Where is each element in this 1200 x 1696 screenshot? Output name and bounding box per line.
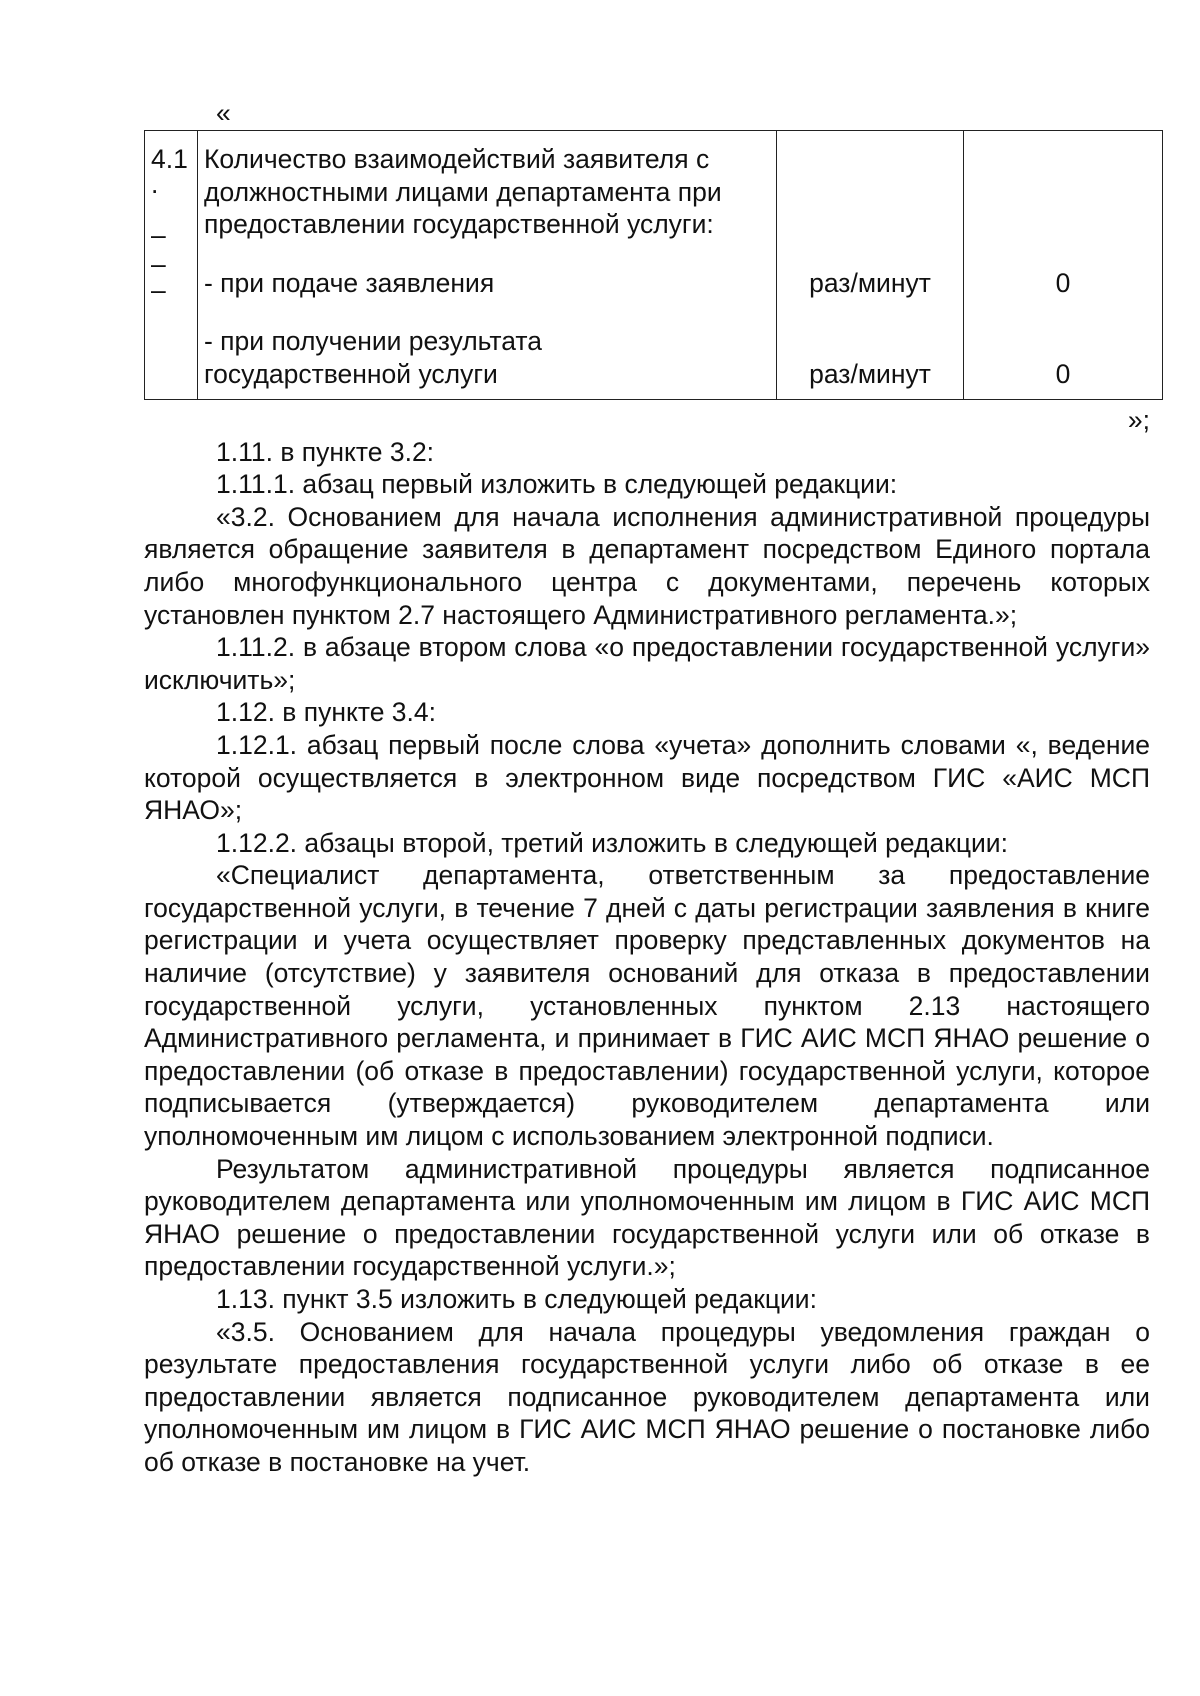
paragraph: 1.12.2. абзацы второй, третий изложить в следующей редакции: <box>216 827 1008 858</box>
paragraph: «3.2. Основанием для начала исполнения административной процедуры является обращение заявителя в департамент посредством Единого портала либо многофункционального центра с документами, перечень которых установлен пунктом 2.7 настоящего Административного регламента.»; <box>144 501 1150 630</box>
paragraph: 1.11.1. абзац первый изложить в следующей редакции: <box>216 469 898 500</box>
unit-value: раз/минут <box>809 268 931 298</box>
indicator-title-line: предоставлении государственной услуги: <box>204 209 714 240</box>
paragraph: Результатом административной процедуры является подписанное руководителем департамента или уполномоченным им лицом в ГИС АИС МСП ЯНАО решение о предоставлении государственной услуги или об отказе в предоставлении государственной услуги.»; <box>144 1153 1150 1282</box>
unit-value: раз/минут <box>809 358 931 389</box>
indicator-title-line: должностными лицами департамента при <box>204 176 722 207</box>
paragraph: 1.11. в пункте 3.2: <box>216 436 435 467</box>
row-dash: – <box>151 248 166 279</box>
indicator-value: 0 <box>1055 358 1071 389</box>
value-cell <box>964 131 1163 400</box>
paragraph: 1.13. пункт 3.5 изложить в следующей редакции: <box>216 1284 817 1314</box>
table-row <box>145 131 1163 400</box>
indicator-table <box>144 130 1163 400</box>
opening-quote: « <box>216 98 231 128</box>
row-dash: – <box>151 220 166 251</box>
indicator-title-line: Количество взаимодействий заявителя с <box>204 144 710 174</box>
sub-row-label: государственной услуги <box>204 358 498 389</box>
document-page <box>144 96 1150 1479</box>
row-number: 4.1 <box>151 144 188 174</box>
closing-quote: »; <box>1127 404 1150 435</box>
indicator-value: 0 <box>1055 268 1071 298</box>
paragraph: 1.11.2. в абзаце втором слова «о предоставлении государственной услуги» исключить»; <box>144 632 1150 695</box>
paragraph: «3.5. Основанием для начала процедуры уведомления граждан о результате предоставления государственной услуги либо об отказе в ее предоставлении является подписанное руководителем департамента или уполномоченным им лицом в ГИС АИС МСП ЯНАО решение о постановке либо об отказе в постановке на учет. <box>144 1316 1150 1477</box>
paragraph: 1.12.1. абзац первый после слова «учета» дополнить словами «, ведение которой осуществляется в электронном виде посредством ГИС «АИС МСП ЯНАО»; <box>144 729 1150 826</box>
row-number-cell <box>145 131 198 400</box>
row-dash: – <box>151 275 166 306</box>
sub-row-label: - при получении результата <box>204 326 542 357</box>
sub-row-label: - при подаче заявления <box>204 267 495 298</box>
unit-cell <box>777 131 964 400</box>
indicator-name-cell <box>198 131 777 400</box>
row-number-dot: . <box>151 168 159 199</box>
paragraph: «Специалист департамента, ответственным за предоставление государственной услуги, в течение 7 дней с даты регистрации заявления в книге регистрации и учета осуществляет проверку представленных документов на наличие (отсутствие) у заявителя оснований для отказа в предоставлении государственной услуги, установленных пунктом 2.13 настоящего Административного регламента, и принимает в ГИС АИС МСП ЯНАО решение о предоставлении (об отказе в предоставлении) государственной услуги, которое подписывается (утверждается) руководителем департамента или уполномоченным им лицом с использованием электронной подписи. <box>144 860 1150 1152</box>
paragraph: 1.12. в пункте 3.4: <box>216 697 437 728</box>
